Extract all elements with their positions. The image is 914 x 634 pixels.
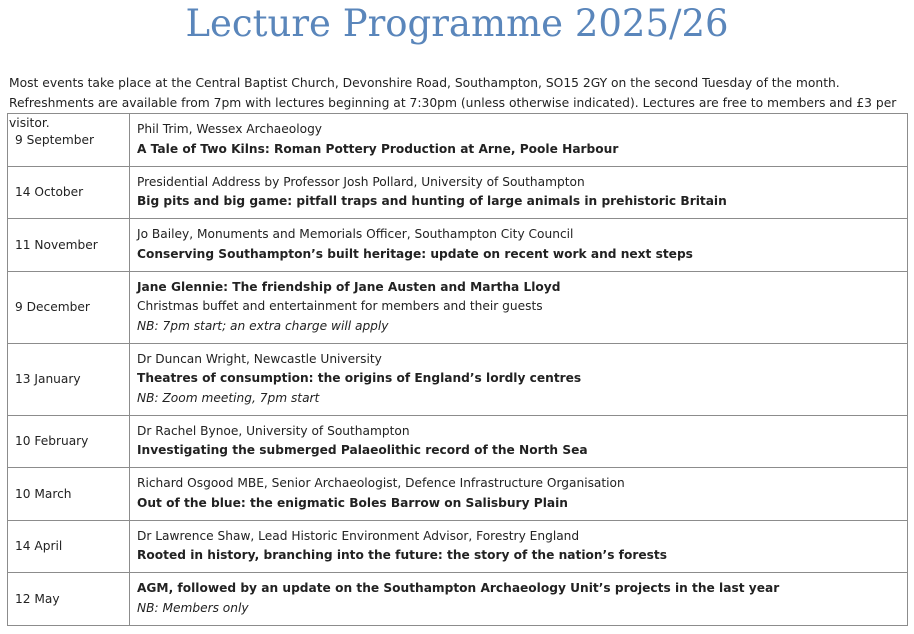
lecture-row — [8, 114, 908, 167]
lecture-row — [8, 573, 908, 626]
page-title: Lecture Programme 2025/26 — [185, 2, 729, 45]
lecture-title: Conserving Southampton’s built heritage: update on recent work and next steps — [137, 246, 693, 261]
lecture-row — [8, 468, 908, 521]
lecture-date: 14 April — [8, 520, 130, 573]
lecture-row — [8, 520, 908, 573]
lecture-title: AGM, followed by an update on the Southampton Archaeology Unit’s projects in the last year — [137, 581, 780, 596]
lecture-title: A Tale of Two Kilns: Roman Pottery Production at Arne, Poole Harbour — [137, 141, 619, 156]
lecture-row — [8, 343, 908, 415]
lecture-details — [130, 114, 908, 167]
lecture-row — [8, 271, 908, 343]
lecture-table — [7, 113, 908, 626]
lecture-details — [130, 219, 908, 272]
lecture-speaker: Christmas buffet and entertainment for members and their guests — [137, 299, 543, 314]
lecture-speaker: Dr Duncan Wright, Newcastle University — [137, 351, 382, 366]
lecture-title: Jane Glennie: The friendship of Jane Austen and Martha Lloyd — [137, 279, 561, 294]
lecture-title: Investigating the submerged Palaeolithic record of the North Sea — [137, 443, 588, 458]
lecture-details — [130, 415, 908, 468]
lecture-title: Theatres of consumption: the origins of England’s lordly centres — [137, 371, 582, 386]
lecture-note: NB: 7pm start; an extra charge will apply — [137, 318, 389, 333]
intro-text: Most events take place at the Central Baptist Church, Devonshire Road, Southampton, SO15 2GY on the second Tuesday of the month. Refreshments are available from 7pm with lectures beginning at 7:30pm (unless otherwise indicated). Lectures are free to members and £3 per visitor. — [9, 76, 897, 131]
lecture-speaker: Dr Lawrence Shaw, Lead Historic Environment Advisor, Forestry England — [137, 528, 580, 543]
lecture-row — [8, 219, 908, 272]
lecture-date: 10 February — [8, 415, 130, 468]
lecture-title: Out of the blue: the enigmatic Boles Barrow on Salisbury Plain — [137, 495, 568, 510]
lecture-date: 11 November — [8, 219, 130, 272]
lecture-date: 12 May — [8, 573, 130, 626]
lecture-speaker: Jo Bailey, Monuments and Memorials Officer, Southampton City Council — [137, 227, 574, 242]
lecture-details — [130, 573, 908, 626]
lecture-table-body — [8, 114, 908, 626]
lecture-title: Rooted in history, branching into the future: the story of the nation’s forests — [137, 548, 667, 563]
lecture-date: 10 March — [8, 468, 130, 521]
lecture-details — [130, 468, 908, 521]
lecture-speaker: Richard Osgood MBE, Senior Archaeologist, Defence Infrastructure Organisation — [137, 476, 625, 491]
lecture-details — [130, 271, 908, 343]
lecture-date: 14 October — [8, 166, 130, 219]
lecture-speaker: Phil Trim, Wessex Archaeology — [137, 122, 323, 137]
lecture-date: 9 September — [8, 114, 130, 167]
lecture-speaker: Presidential Address by Professor Josh Pollard, University of Southampton — [137, 174, 585, 189]
lecture-row — [8, 166, 908, 219]
lecture-row — [8, 415, 908, 468]
lecture-details — [130, 520, 908, 573]
lecture-details — [130, 166, 908, 219]
lecture-date: 9 December — [8, 271, 130, 343]
lecture-date: 13 January — [8, 343, 130, 415]
lecture-speaker: Dr Rachel Bynoe, University of Southampton — [137, 423, 410, 438]
lecture-note: NB: Members only — [137, 600, 249, 615]
lecture-note: NB: Zoom meeting, 7pm start — [137, 390, 320, 405]
lecture-title: Big pits and big game: pitfall traps and hunting of large animals in prehistoric Britain — [137, 194, 727, 209]
lecture-details — [130, 343, 908, 415]
